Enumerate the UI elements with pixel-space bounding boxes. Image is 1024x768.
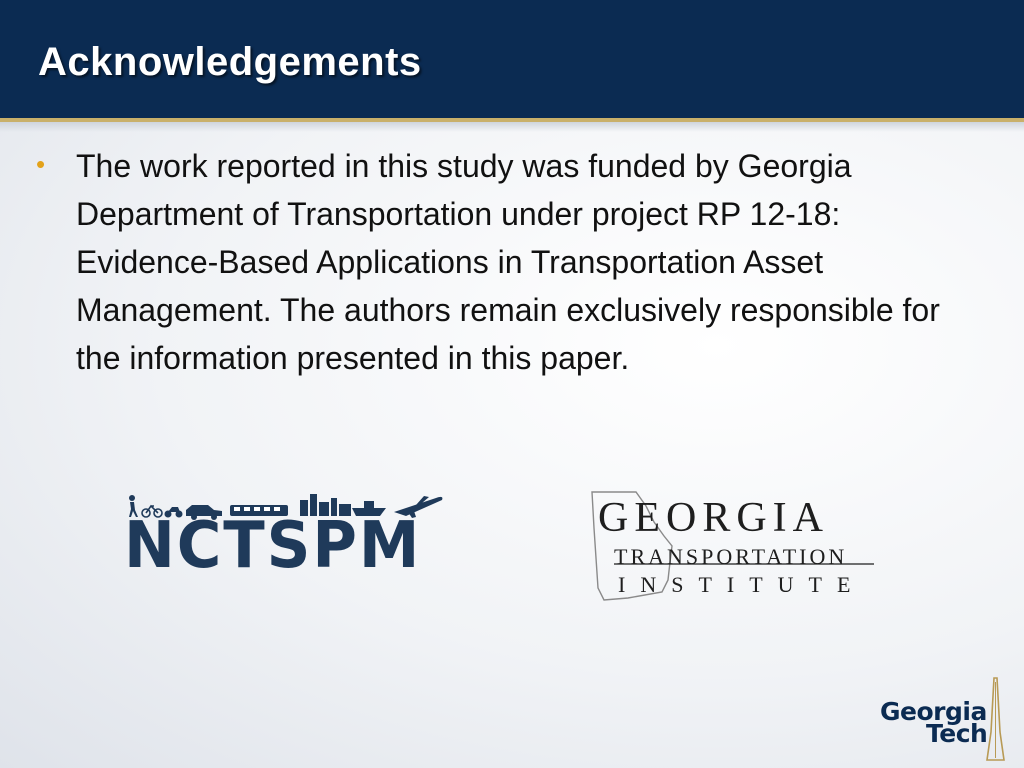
title-bar	[0, 0, 1024, 122]
gti-line-georgia: GEORGIA	[598, 495, 829, 541]
bullet-list	[36, 142, 986, 382]
gti-logo	[588, 488, 878, 608]
title-shadow	[0, 122, 1024, 132]
gti-line-transportation: TRANSPORTATION	[614, 544, 848, 569]
georgia-tech-line2: Tech	[926, 719, 988, 748]
nctspm-wordmark: NCTSPM	[124, 509, 422, 583]
georgia-tech-logo	[876, 672, 1016, 762]
bullet-text: The work reported in this study was funded by Georgia Department of Transportation under project RP 12-18: Evidence-Based Applications in Transportation Asset Management. The authors remain exclusively responsible for the information presented in this paper.	[76, 148, 940, 376]
nctspm-logo	[124, 490, 449, 585]
slide-title: Acknowledgements	[38, 40, 422, 84]
gti-line-institute: INSTITUTE	[618, 572, 866, 597]
georgia-tech-line1: Georgia	[880, 697, 987, 726]
bullet-icon: •	[36, 149, 46, 179]
